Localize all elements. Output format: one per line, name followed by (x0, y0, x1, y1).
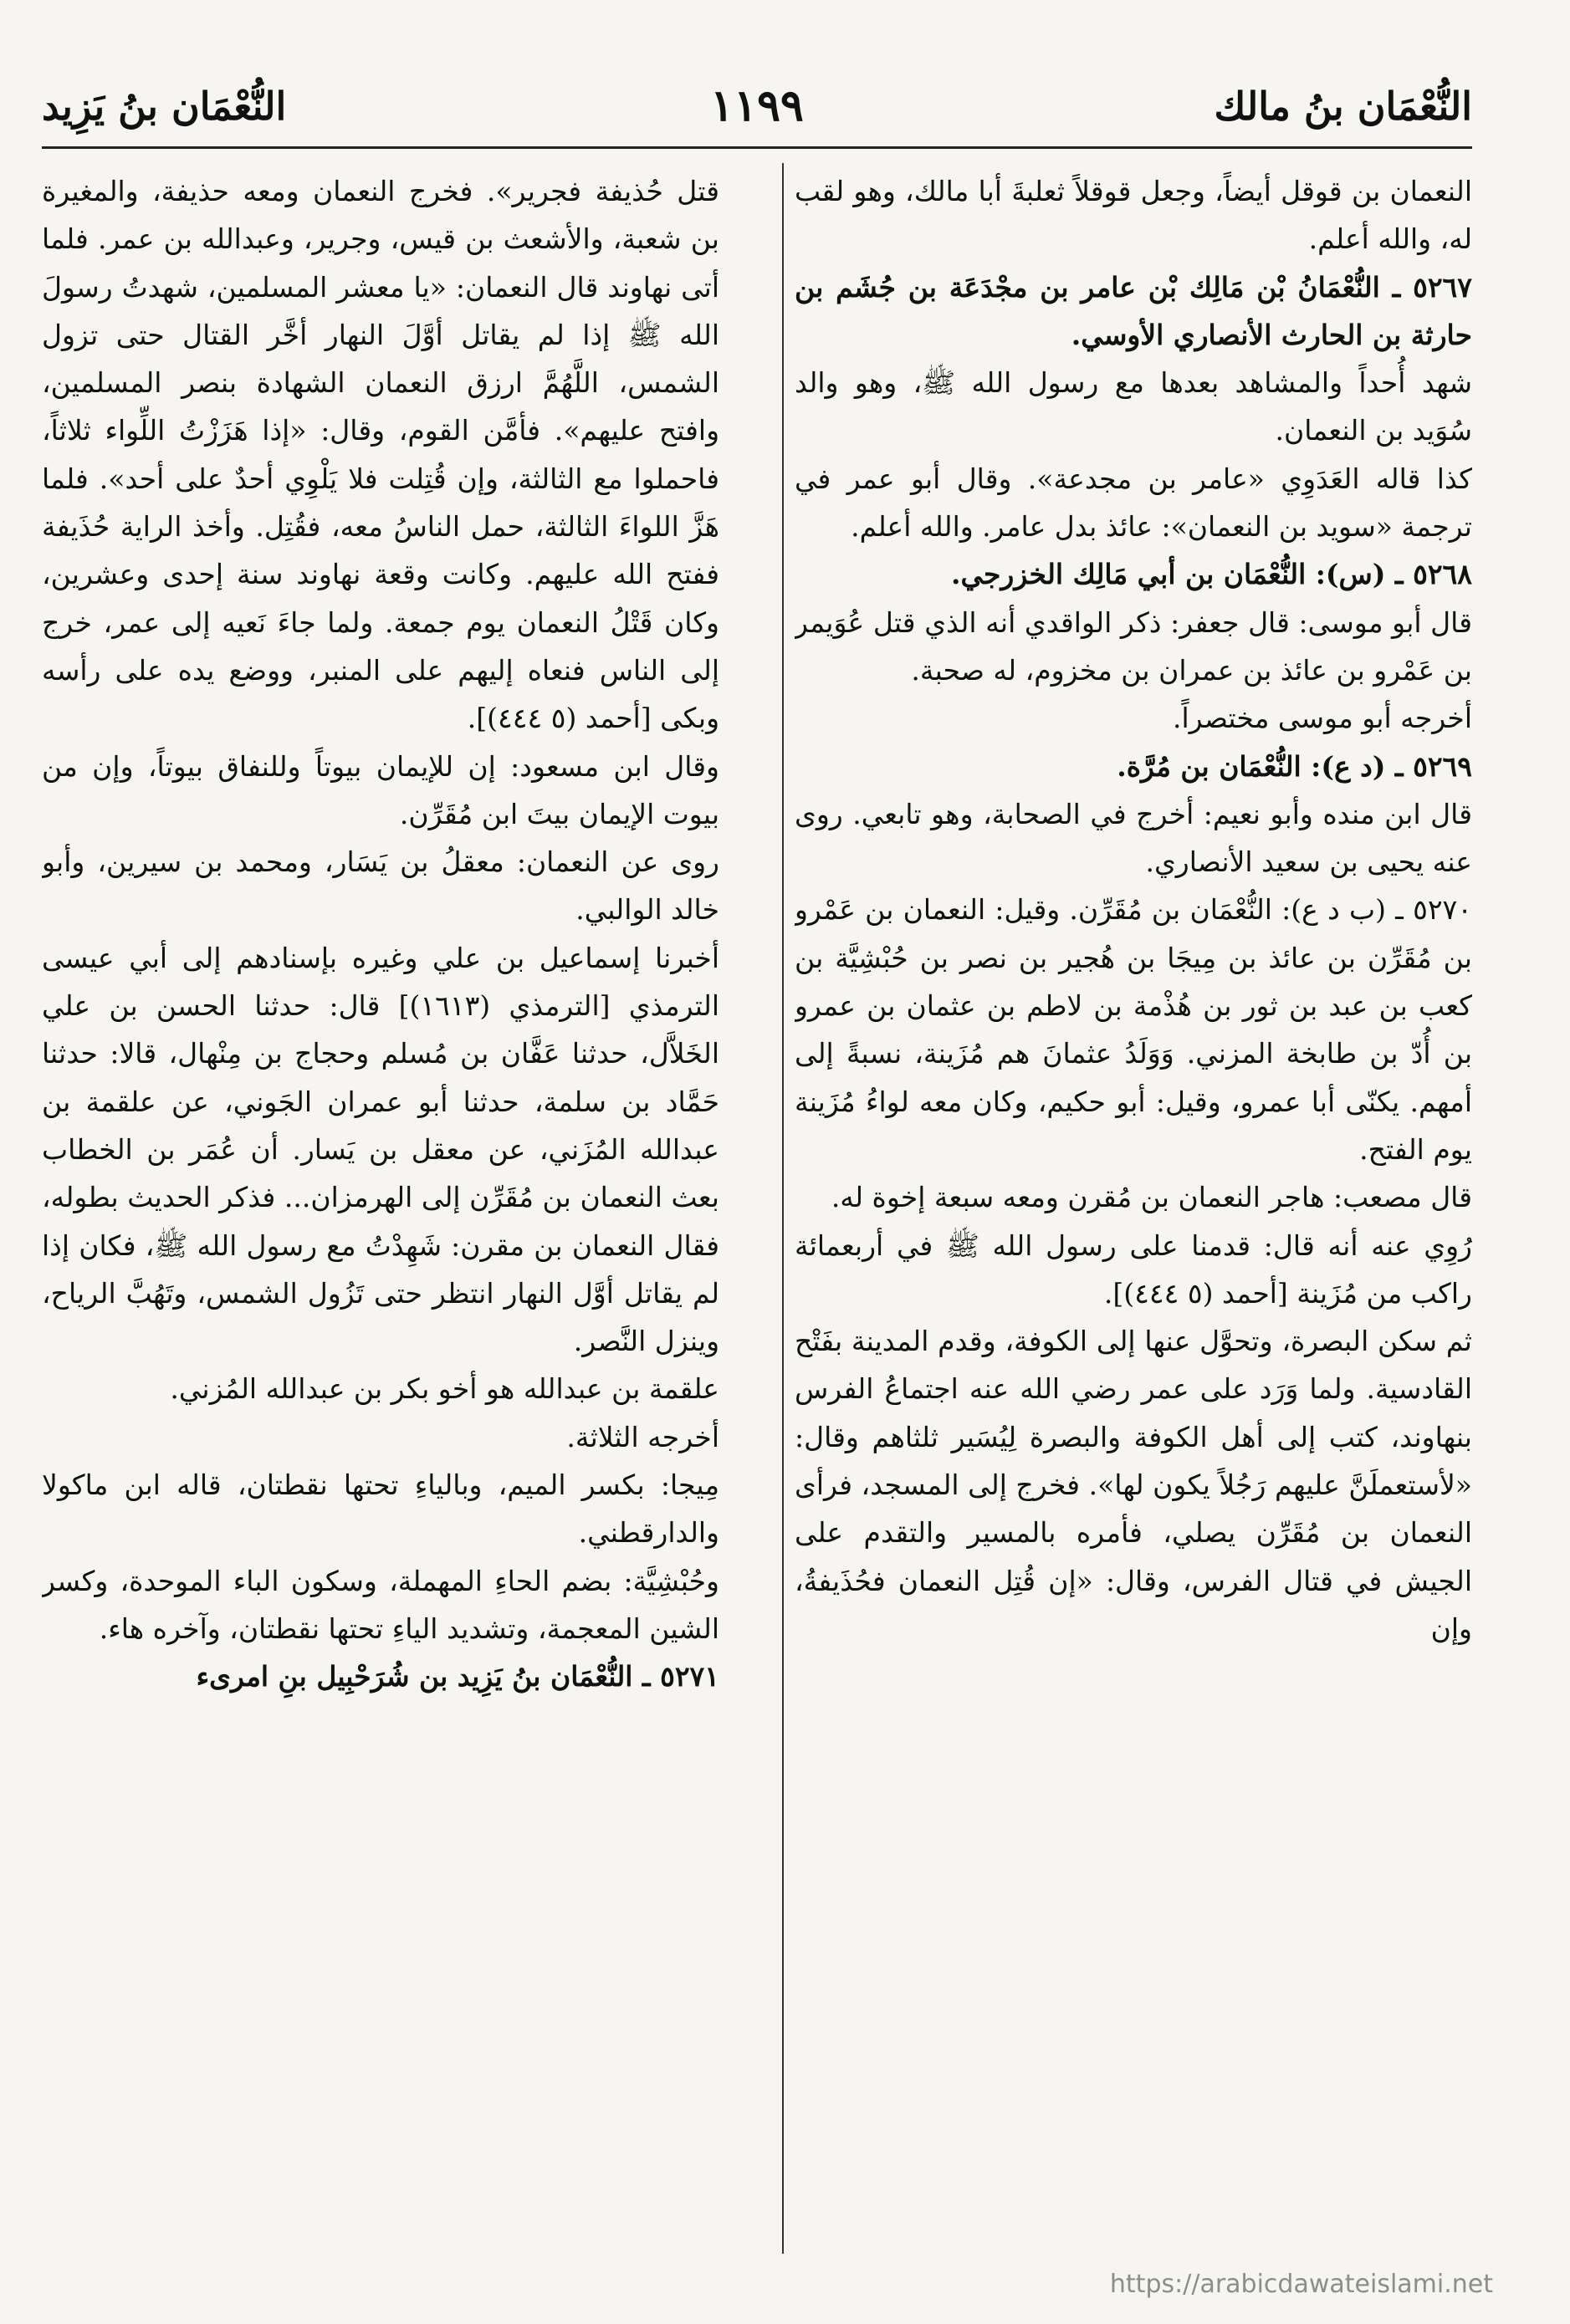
entry-heading-5271: ٥٢٧١ ـ النُّعْمَان بنُ يَزِيد بن شُرَحْبِيل بنِ امرىء (196, 1660, 719, 1693)
watermark-url: https://arabicdawateislami.net (1109, 2270, 1493, 2299)
column-divider (782, 163, 784, 2254)
paragraph: كذا قاله العَدَوِي «عامر بن مجدعة». وقال أبو عمر في ترجمة «سويد بن النعمان»: عائذ بدل عامر. والله أعلم. (795, 462, 1472, 544)
right-column (795, 167, 1472, 2258)
page-number: ١١٩٩ (710, 80, 804, 131)
paragraph: قال ابن منده وأبو نعيم: أخرج في الصحابة، وهو تابعي. روى عنه يحيى بن سعيد الأنصاري. (795, 797, 1472, 879)
running-title-right: النُّعْمَان بنُ مالك (1214, 84, 1472, 129)
paragraph: قال أبو موسى: قال جعفر: ذكر الواقدي أنه الذي قتل عُوَيمر بن عَمْرو بن عائذ بن عمران بن مخزوم، له صحبة. (795, 605, 1472, 687)
entry-heading-5268: ٥٢٦٨ ـ (س): النُّعْمَان بن أبي مَالِك الخزرجي. (951, 558, 1472, 591)
paragraph: وقال ابن مسعود: إن للإيمان بيوتاً وللنفاق بيوتاً، وإن من بيوت الإيمان بيتَ ابن مُقَرِّن. (42, 749, 719, 830)
paragraph: قال مصعب: هاجر النعمان بن مُقرن ومعه سبعة إخوة له. (831, 1181, 1472, 1214)
paragraph: أخرجه الثلاثة. (566, 1420, 719, 1453)
paragraph: النعمان بن قوقل أيضاً، وجعل قوقلاً ثعلبةَ أبا مالك، وهو لقب له، والله أعلم. (795, 175, 1472, 256)
header-rule (42, 146, 1472, 149)
paragraph: ثم سكن البصرة، وتحوَّل عنها إلى الكوفة، وقدم المدينة بفَتْح القادسية. ولما وَرَد على عمر رضي الله عنه اجتماعُ الفرس بنهاوند، كتب إلى أهل الكوفة والبصرة لِيُسَير ثلثاهم وقال: «لأستعملَنَّ عليهم رَجُلاً يكون لها». فخرج إلى المسجد، فرأى النعمان بن مُقَرِّن يصلي، فأمره بالمسير والتقدم على الجيش في قتال الفرس، وقال: «إن قُتِل النعمان فحُذَيفةُ، وإن (795, 1325, 1472, 1645)
paragraph: قتل حُذيفة فجرير». فخرج النعمان ومعه حذيفة، والمغيرة بن شعبة، والأشعث بن قيس، وجرير، وعبدالله بن عمر. فلما أتى نهاوند قال النعمان: «يا معشر المسلمين، شهدتُ رسولَ الله ﷺ إذا لم يقاتل أوَّلَ النهار أخَّر القتال حتى تزول الشمس، اللَّهُمَّ ارزق النعمان الشهادة بنصر المسلمين، وافتح عليهم». فأمَّن القوم، وقال: «إذا هَزَزْتُ اللِّواء ثلاثاً، فاحملوا مع الثالثة، وإن قُتِلت فلا يَلْوِي أحدٌ على أحد». فلما هَزَّ اللواءَ الثالثة، حمل الناسُ معه، فقُتِل. وأخذ الراية حُذَيفة ففتح الله عليهم. وكانت وقعة نهاوند سنة إحدى وعشرين، وكان قَتْلُ النعمان يوم جمعة. ولما جاءَ نَعيه إلى عمر، خرج إلى الناس فنعاه إليهم على المنبر، ووضع يده على رأسه وبكى [أحمد (٥ ٤٤٤)]. (42, 175, 719, 735)
paragraph: روى عن النعمان: معقلُ بن يَسَار، ومحمد بن سيرين، وأبو خالد الوالبي. (42, 845, 719, 927)
paragraph: مِيجا: بكسر الميم، وبالياءِ تحتها نقطتان، قاله ابن ماكولا والدارقطني. (42, 1468, 719, 1550)
page-header (42, 77, 1472, 152)
entry-heading-5270: ٥٢٧٠ ـ (ب د ع): النُّعْمَان بن مُقَرِّن. وقيل: النعمان بن عَمْرو بن مُقَرِّن بن عائذ بن مِيجَا بن هُجير بن نصر بن حُبْشِيَّة بن كعب بن عبد بن ثور بن هُذْمة بن لاطم بن عثمان بن عمرو بن أُدّ بن طابخة المزني. وَوَلَدُ عثمانَ هم مُزَينة، نسبةً إلى أمهم. يكنّى أبا عمرو، وقيل: أبو حكيم، وكان معه لواءُ مُزَينة يوم الفتح. (795, 893, 1472, 1166)
paragraph: شهد أُحداً والمشاهد بعدها مع رسول الله ﷺ، وهو والد سُوَيد بن النعمان. (795, 366, 1472, 447)
paragraph: أخرجه أبو موسى مختصراً. (1172, 702, 1472, 735)
entry-heading-5269: ٥٢٦٩ ـ (د ع): النُّعْمَان بن مُرَّة. (1117, 749, 1472, 783)
paragraph: أخبرنا إسماعيل بن علي وغيره بإسنادهم إلى أبي عيسى الترمذي [الترمذي (١٦١٣)] قال: حدثنا الحسن بن علي الخَلاَّل، حدثنا عَفَّان بن مُسلم وحجاج بن مِنْهال، قالا: حدثنا حَمَّاد بن سلمة، حدثنا أبو عمران الجَوني، عن علقمة بن عبدالله المُزَني، عن معقل بن يَسار. أن عُمَر بن الخطاب بعث النعمان بن مُقَرِّن إلى الهرمزان... فذكر الحديث بطوله، فقال النعمان بن مقرن: شَهِدْتُ مع رسول الله ﷺ، فكان إذا لم يقاتل أوَّل النهار انتظر حتى تَزُول الشمس، وتَهُبَّ الرياح، وينزل النَّصر. (42, 941, 719, 1358)
left-column (42, 167, 719, 2258)
paragraph: علقمة بن عبدالله هو أخو بكر بن عبدالله المُزني. (170, 1372, 719, 1406)
paragraph: رُوِي عنه أنه قال: قدمنا على رسول الله ﷺ في أربعمائة راكب من مُزَينة [أحمد (٥ ٤٤٤)]. (795, 1228, 1472, 1310)
paragraph: وحُبْشِيَّة: بضم الحاءِ المهملة، وسكون الباء الموحدة، وكسر الشين المعجمة، وتشديد الياءِ تحتها نقطتان، وآخره هاء. (42, 1564, 719, 1645)
running-title-left: النُّعْمَان بنُ يَزِيد (42, 84, 287, 129)
entry-heading-5267: ٥٢٦٧ ـ النُّعْمَانُ بْن مَالِك بْن عامر بن مجْدَعَة بن جُشَم بن حارثة بن الحارث الأنصاري الأوسي. (795, 270, 1472, 351)
